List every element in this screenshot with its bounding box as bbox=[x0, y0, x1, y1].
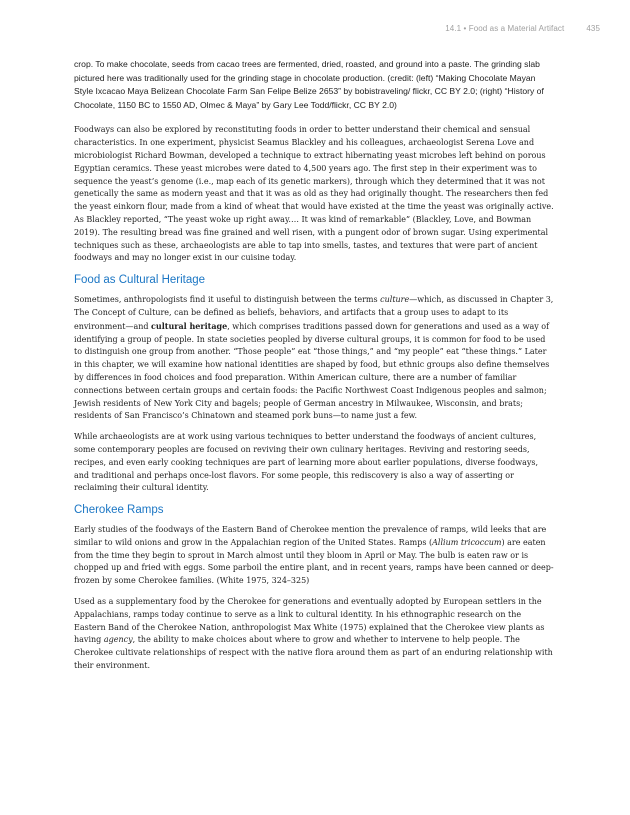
heading-food-as-cultural-heritage: Food as Cultural Heritage bbox=[74, 274, 206, 287]
running-title: 14.1 • Food as a Material Artifact bbox=[445, 24, 565, 33]
running-header bbox=[445, 24, 600, 33]
text-span: Sometimes, anthropologists find it useful to distinguish between the terms bbox=[74, 295, 381, 305]
emphasis-allium-tricoccum: Allium tricoccum bbox=[432, 537, 502, 547]
paragraph-ramps-description bbox=[74, 524, 554, 588]
emphasis-agency: agency bbox=[103, 635, 133, 645]
text-span: Early studies of the foodways of the Eastern Band of Cherokee mention the prevalence of ramps, wild leeks that are similar to wild onions and grow in the Appalachian region of the United States. Ramps ( bbox=[74, 525, 547, 547]
paragraph-reconstituting-foods: Foodways can also be explored by reconstituting foods in order to better understand their chemical and sensual characteristics. In one experiment, physicist Seamus Blackley and his colleagues, archaeologist Serena Love and microbiologist Richard Bowman, developed a technique to extract hibernating yeast microbes left behind on porous Egyptian ceramics. These yeast microbes were dated to 4,500 years ago. The first step in their experiment was to sequence the yeast’s genome (i.e., map each of its genetic markers), through which they determined that it was not genetically the same as modern yeast and that it was as old as they had originally thought. The researchers then fed the yeast einkorn flour, made from a kind of wheat that would have existed at the time the yeast was originally active. As Blackley reported, “The yeast woke up right away.… It was kind of remarkable” (Blackley, Love, and Bowman 2019). The resulting bread was fine grained and well risen, with a pungent odor of brown sugar. Using experimental techniques such as these, archaeologists are able to tap into smells, tastes, and textures that were part of ancient foodways and may no longer exist in our cuisine today. bbox=[74, 125, 554, 263]
paragraph-culture-vs-heritage bbox=[74, 294, 554, 423]
text-span: , which comprises traditions passed down for generations and used as a way of identifying a group of people. In state societies peopled by diverse cultural groups, it is common for food to be used to distinguish one group from another. “Those people” eat “those things,” and “my people” eat “these things.” Later in this chapter, we will examine how national identities are shaped by food, but ethnic groups also define themselves by differences in food choices and food preparation. Within American culture, there are a number of familiar connections between certain groups and certain foods: the Pacific Northwest Coast Indigenous peoples and salmon; Jewish residents of New York City and bagels; people of German ancestry in Milwaukee, Wisconsin, and brats; residents of San Francisco’s Chinatown and steamed pork buns—to name just a few. bbox=[74, 321, 550, 421]
text-span: ) are eaten from the time they begin to sprout in March almost until they bloom in April or May. The bulb is eaten raw or is chopped up and fried with eggs. Some parboil the entire plant, and in recent years, ramps have been canned or deep-frozen by some Cherokee families. (White 1975, 324–325) bbox=[74, 537, 554, 586]
main-content bbox=[74, 58, 554, 681]
key-term-cultural-heritage: cultural heritage bbox=[151, 320, 228, 331]
text-span: —which, as discussed in Chapter 3, The Concept of Culture, can be defined as beliefs, behaviors, and artifacts that a group uses to adapt to its environment—and bbox=[74, 295, 554, 331]
text-span: Used as a supplementary food by the Cherokee for generations and eventually adopted by European settlers in the Appalachians, ramps today continue to serve as a link to cultural identity. In his ethnographic research on the Eastern Band of the Cherokee Nation, anthropologist Max White (1975) explained that the Cherokee view plants as having bbox=[74, 597, 545, 645]
emphasis-culture: culture bbox=[380, 295, 410, 305]
paragraph-ramps-cultural-identity bbox=[74, 596, 554, 673]
text-span: , the ability to make choices about where to grow and whether to intervene to help people. The Cherokee cultivate relationships of respect with the native flora around them as part of an enduring relationship with their environment. bbox=[74, 635, 553, 671]
page-number: 435 bbox=[586, 24, 600, 33]
heading-cherokee-ramps: Cherokee Ramps bbox=[74, 504, 164, 517]
paragraph-reviving-heritages: While archaeologists are at work using various techniques to better understand the foodways of ancient cultures, some contemporary peoples are focused on reviving their own culinary heritages. Reviving and restoring seeds, recipes, and even early cooking techniques are part of learning more about earlier populations, diverse foodways, and traditional and perhaps once-lost flavors. For some people, this rediscovery is also a way of asserting or reclaiming their cultural identity. bbox=[74, 432, 539, 493]
figure-caption: crop. To make chocolate, seeds from cacao trees are fermented, dried, roasted, and ground into a paste. The grinding slab pictured here was traditionally used for the grinding stage in chocolate production. (credit: (left) “Making Chocolate Mayan Style Ixcacao Maya Belizean Chocolate Farm San Felipe Belize 2653” by bobistraveling/ flickr, CC BY 2.0; (right) “History of Chocolate, 1150 BC to 1550 AD, Olmec & Maya” by Gary Lee Todd/flickr, CC BY 2.0) bbox=[74, 59, 544, 110]
